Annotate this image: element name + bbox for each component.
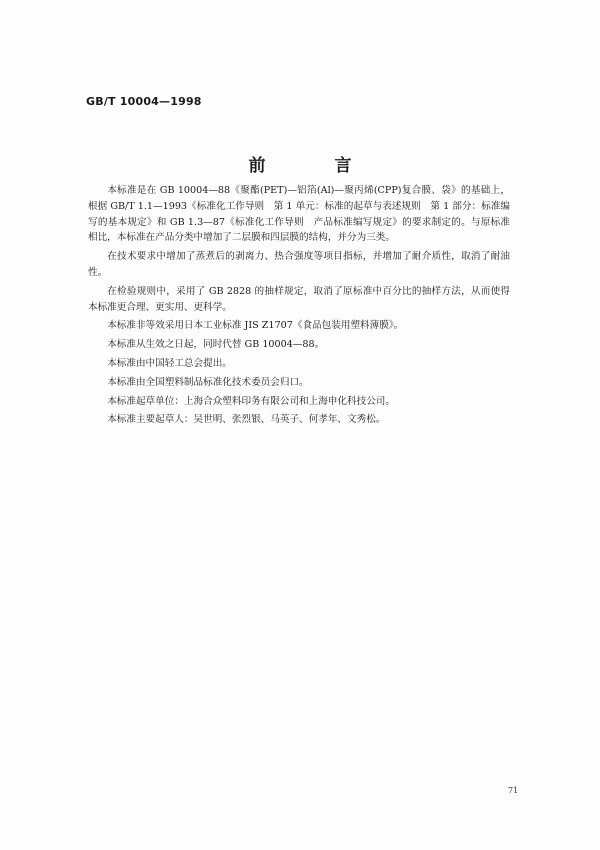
paragraph: 本标准由全国塑料制品标准化技术委员会归口。 [107, 376, 309, 388]
page-number: 71 [508, 786, 519, 795]
paragraph: 本标准起草单位：上海合众塑料印务有限公司和上海申化科技公司。 [107, 395, 395, 407]
page-title: 前 言 [248, 156, 378, 176]
standard-code: GB/T 10004—1998 [86, 95, 202, 108]
paragraph: 本标准非等效采用日本工业标准 JIS Z1707《食品包装用塑料薄膜》。 [107, 320, 404, 332]
paragraph: 本标准从生效之日起，同时代替 GB 10004—88。 [107, 339, 325, 351]
foreword-body [88, 183, 510, 431]
paragraph: 在检验规则中，采用了 GB 2828 的抽样规定，取消了原标准中百分比的抽样方法，从而使得本标准更合理、更实用、更科学。 [88, 285, 510, 313]
paragraph: 本标准由中国轻工总会提出。 [107, 357, 232, 369]
paragraph: 在技术要求中增加了蒸煮后的剥离力、热合强度等项目指标，并增加了耐介质性，取消了耐油性。 [88, 251, 510, 278]
paragraph: 本标准主要起草人：吴世明、张烈银、马英子、何孝年、文秀松。 [107, 414, 386, 426]
paragraph: 本标准是在 GB 10004—88《聚酯(PET)—铝箔(Al)—聚丙烯(CPP)复合膜、袋》的基础上，根据 GB/T 1.1—1993《标准化工作导则 第 1 单元：标准的起草与表述规则 第 1 部分：标准编写的基本规定》和 GB 1.3—87《标准化工作导则 产品标准编写规定》的要求制定的。与原标准相比，本标准在产品分类中增加了二层膜和四层膜的结构，并分为三类。 [88, 185, 510, 244]
